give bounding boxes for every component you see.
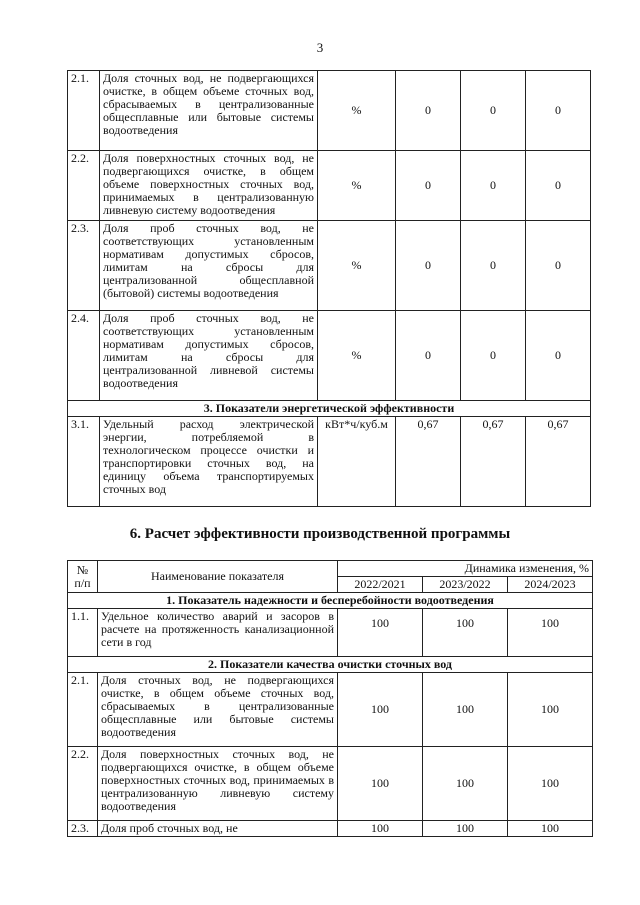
col-dynamics-header: Динамика изменения, % [338, 561, 593, 577]
indicator-name: Доля сточных вод, не подвергающихся очистке, в общем объеме сточных вод, сбрасываемых в централизованные общесплавные или бытовые системы водоотведения [100, 71, 318, 151]
value-cell: 0 [461, 71, 526, 151]
value-cell: 0 [396, 311, 461, 401]
header-row [68, 561, 593, 577]
year-header: 2023/2022 [423, 577, 508, 593]
table-row [68, 417, 591, 507]
indicator-name: Доля поверхностных сточных вод, не подвергающихся очистке, в общем объеме поверхностных сточных вод, принимаемых в централизованную ливневую систему водоотведения [100, 151, 318, 221]
row-number: 3.1. [68, 417, 100, 507]
indicator-name: Удельный расход электрической энергии, потребляемой в технологическом процессе очистки и транспортировки сточных вод, на единицу объема транспортируемых сточных вод [100, 417, 318, 507]
year-header: 2024/2023 [508, 577, 593, 593]
indicator-name: Доля проб сточных вод, не соответствующих установленным нормативам допустимых сбросов, лимитам на сбросы для централизованной общесплавной (бытовой) системы водоотведения [100, 221, 318, 311]
value-cell: 0 [461, 221, 526, 311]
value-cell: 0 [396, 71, 461, 151]
row-number: 2.2. [68, 151, 100, 221]
indicator-name: Доля проб сточных вод, не [98, 821, 338, 837]
page-number: 3 [316, 40, 324, 55]
value-cell: 0 [526, 221, 591, 311]
row-number: 2.1. [68, 673, 98, 747]
efficiency-table [67, 560, 593, 837]
section-heading: 6. Расчет эффективности производственной программы [129, 526, 511, 542]
table-row [68, 221, 591, 311]
value-cell: 100 [423, 747, 508, 821]
value-cell: 0 [396, 151, 461, 221]
indicator-name: Доля сточных вод, не подвергающихся очистке, в общем объеме сточных вод, сбрасываемых в централизованные общесплавные или бытовые системы водоотведения [98, 673, 338, 747]
indicators-table-continued [67, 70, 591, 507]
table-row [68, 747, 593, 821]
table-row [68, 673, 593, 747]
section-row [68, 657, 593, 673]
indicator-name: Удельное количество аварий и засоров в расчете на протяженность канализационной сети в год [98, 609, 338, 657]
value-cell: 100 [423, 673, 508, 747]
value-cell: 0,67 [396, 417, 461, 507]
row-number: 2.2. [68, 747, 98, 821]
table-row [68, 609, 593, 657]
value-cell: 100 [338, 747, 423, 821]
table-row [68, 821, 593, 837]
value-cell: 100 [508, 821, 593, 837]
row-number: 2.1. [68, 71, 100, 151]
value-cell: 100 [338, 821, 423, 837]
value-cell: 100 [508, 673, 593, 747]
col-number-header: № п/п [68, 561, 98, 593]
value-cell: 100 [423, 821, 508, 837]
value-cell: 0 [526, 311, 591, 401]
row-number: 2.3. [68, 821, 98, 837]
unit-cell: % [318, 151, 396, 221]
value-cell: 0 [461, 151, 526, 221]
unit-cell: % [318, 311, 396, 401]
section-row [68, 593, 593, 609]
section-title: 2. Показатели качества очистки сточных вод [68, 657, 593, 673]
value-cell: 100 [338, 609, 423, 657]
row-number: 1.1. [68, 609, 98, 657]
indicator-name: Доля проб сточных вод, не соответствующих установленным нормативам допустимых сбросов, лимитам на сбросы для централизованной ливневой системы водоотведения [100, 311, 318, 401]
value-cell: 0,67 [526, 417, 591, 507]
unit-cell: % [318, 221, 396, 311]
value-cell: 0 [396, 221, 461, 311]
value-cell: 100 [508, 747, 593, 821]
table-row [68, 311, 591, 401]
value-cell: 0 [461, 311, 526, 401]
value-cell: 100 [423, 609, 508, 657]
row-number: 2.3. [68, 221, 100, 311]
row-number: 2.4. [68, 311, 100, 401]
table-row [68, 151, 591, 221]
value-cell: 0 [526, 151, 591, 221]
section-title: 1. Показатель надежности и бесперебойности водоотведения [68, 593, 593, 609]
unit-cell: кВт*ч/куб.м [318, 417, 396, 507]
section-title: 3. Показатели энергетической эффективности [68, 401, 591, 417]
value-cell: 100 [508, 609, 593, 657]
value-cell: 100 [338, 673, 423, 747]
indicator-name: Доля поверхностных сточных вод, не подвергающихся очистке, в общем объеме поверхностных сточных вод, принимаемых в централизованную ливневую систему водоотведения [98, 747, 338, 821]
unit-cell: % [318, 71, 396, 151]
section-row [68, 401, 591, 417]
table-row [68, 71, 591, 151]
year-header: 2022/2021 [338, 577, 423, 593]
value-cell: 0 [526, 71, 591, 151]
value-cell: 0,67 [461, 417, 526, 507]
col-name-header: Наименование показателя [98, 561, 338, 593]
